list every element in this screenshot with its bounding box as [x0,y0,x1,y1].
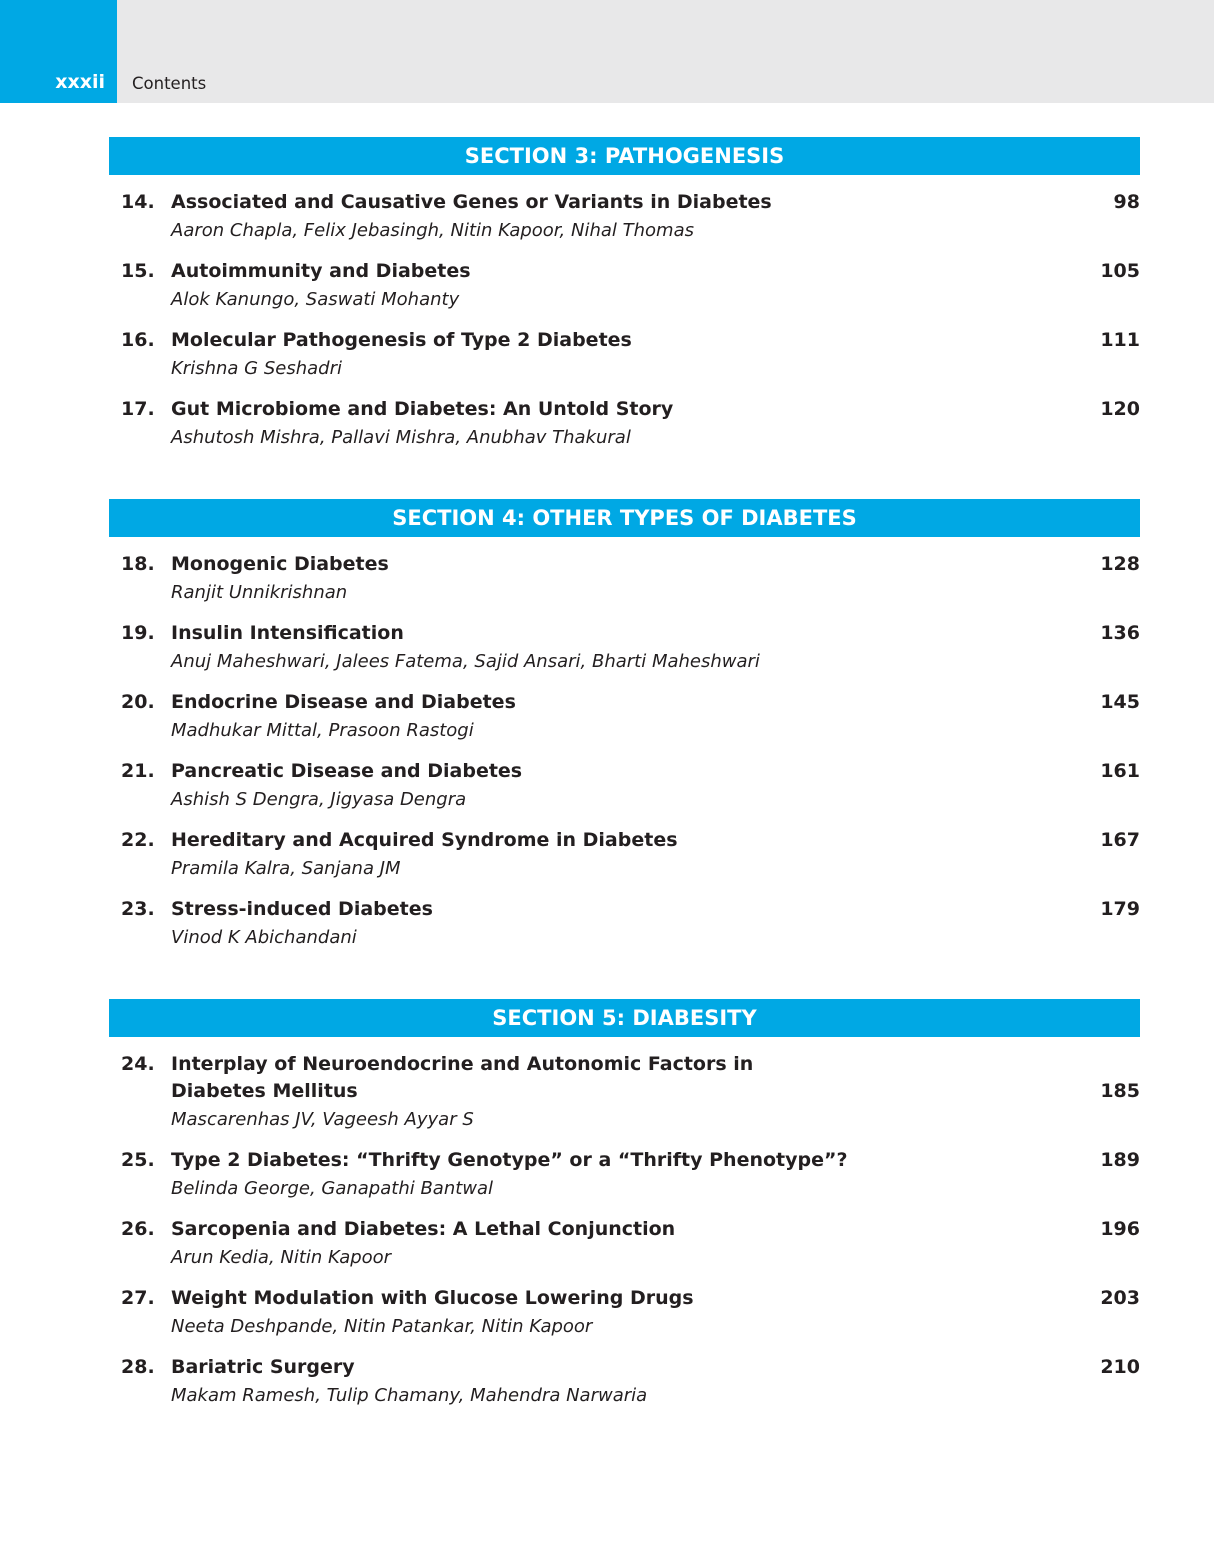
chapter-title: Type 2 Diabetes: “Thrifty Genotype” or a “Thrifty Phenotype”? [171,1149,848,1171]
chapter-authors: Madhukar Mittal, Prasoon Rastogi [171,720,474,741]
chapter-authors: Ashutosh Mishra, Pallavi Mishra, Anubhav Thakural [171,427,631,448]
toc-entry[interactable] [109,758,1140,827]
chapter-title: Autoimmunity and Diabetes [171,260,471,282]
toc-entry[interactable] [109,1051,1140,1147]
toc-entry[interactable] [109,896,1140,965]
section-heading: SECTION 4: OTHER TYPES OF DIABETES [109,499,1140,537]
chapter-title: Insulin Intensification [171,622,404,644]
chapter-page: 98 [1113,191,1140,213]
chapter-authors: Krishna G Seshadri [171,358,342,379]
section-heading: SECTION 5: DIABESITY [109,999,1140,1037]
toc-entry[interactable] [109,396,1140,465]
toc-section [109,137,1140,465]
chapter-authors: Ranjit Unnikrishnan [171,582,348,603]
chapter-authors: Ashish S Dengra, Jigyasa Dengra [171,789,467,810]
toc-entry[interactable] [109,258,1140,327]
toc-section [109,999,1140,1423]
chapter-authors: Arun Kedia, Nitin Kapoor [171,1247,392,1268]
chapter-number: 26. [121,1218,155,1240]
chapter-title: Endocrine Disease and Diabetes [171,691,516,713]
chapter-authors: Makam Ramesh, Tulip Chamany, Mahendra Narwaria [171,1385,648,1406]
chapter-page: 185 [1100,1080,1140,1102]
chapter-authors: Neeta Deshpande, Nitin Patankar, Nitin Kapoor [171,1316,593,1337]
toc-entry[interactable] [109,189,1140,258]
section-entries [109,537,1140,965]
chapter-page: 105 [1100,260,1140,282]
chapter-page: 203 [1100,1287,1140,1309]
chapter-title: Monogenic Diabetes [171,553,389,575]
toc-section [109,499,1140,965]
toc-entry[interactable] [109,1147,1140,1216]
chapter-authors: Anuj Maheshwari, Jalees Fatema, Sajid Ansari, Bharti Maheshwari [171,651,760,672]
chapter-authors: Vinod K Abichandani [171,927,357,948]
chapter-number: 25. [121,1149,155,1171]
chapter-page: 210 [1100,1356,1140,1378]
chapter-title: Weight Modulation with Glucose Lowering Drugs [171,1287,694,1309]
chapter-page: 179 [1100,898,1140,920]
toc-entry[interactable] [109,620,1140,689]
toc-entry[interactable] [109,1354,1140,1423]
section-entries [109,175,1140,465]
chapter-title: Pancreatic Disease and Diabetes [171,760,523,782]
chapter-page: 111 [1100,329,1140,351]
chapter-number: 18. [121,553,155,575]
chapter-authors: Mascarenhas JV, Vageesh Ayyar S [171,1109,474,1130]
chapter-page: 167 [1100,829,1140,851]
toc-entry[interactable] [109,827,1140,896]
chapter-page: 161 [1100,760,1140,782]
chapter-page: 189 [1100,1149,1140,1171]
chapter-number: 16. [121,329,155,351]
chapter-title: Associated and Causative Genes or Variants in Diabetes [171,191,772,213]
table-of-contents [109,137,1140,1457]
chapter-authors: Alok Kanungo, Saswati Mohanty [171,289,460,310]
chapter-authors: Pramila Kalra, Sanjana JM [171,858,401,879]
chapter-number: 21. [121,760,155,782]
chapter-number: 28. [121,1356,155,1378]
chapter-authors: Belinda George, Ganapathi Bantwal [171,1178,494,1199]
toc-entry[interactable] [109,689,1140,758]
chapter-number: 27. [121,1287,155,1309]
chapter-number: 19. [121,622,155,644]
chapter-number: 17. [121,398,155,420]
chapter-number: 22. [121,829,155,851]
chapter-number: 20. [121,691,155,713]
toc-entry[interactable] [109,1216,1140,1285]
chapter-title: Sarcopenia and Diabetes: A Lethal Conjunction [171,1218,676,1240]
chapter-page: 145 [1100,691,1140,713]
section-entries [109,1037,1140,1423]
toc-entry[interactable] [109,327,1140,396]
chapter-page: 136 [1100,622,1140,644]
chapter-authors: Aaron Chapla, Felix Jebasingh, Nitin Kapoor, Nihal Thomas [171,220,694,241]
chapter-number: 23. [121,898,155,920]
chapter-number: 15. [121,260,155,282]
running-head-title: Contents [132,74,207,93]
chapter-title: Interplay of Neuroendocrine and Autonomic Factors in Diabetes Mellitus [171,1053,754,1102]
chapter-number: 14. [121,191,155,213]
chapter-page: 196 [1100,1218,1140,1240]
chapter-title: Hereditary and Acquired Syndrome in Diabetes [171,829,678,851]
chapter-title: Bariatric Surgery [171,1356,355,1378]
page-number-tab [0,0,117,103]
section-heading: SECTION 3: PATHOGENESIS [109,137,1140,175]
chapter-title: Molecular Pathogenesis of Type 2 Diabetes [171,329,632,351]
chapter-page: 120 [1100,398,1140,420]
chapter-title: Stress-induced Diabetes [171,898,433,920]
chapter-page: 128 [1100,553,1140,575]
chapter-title: Gut Microbiome and Diabetes: An Untold Story [171,398,674,420]
chapter-number: 24. [121,1053,155,1075]
toc-entry[interactable] [109,1285,1140,1354]
page-number: xxxii [55,71,105,93]
toc-entry[interactable] [109,551,1140,620]
